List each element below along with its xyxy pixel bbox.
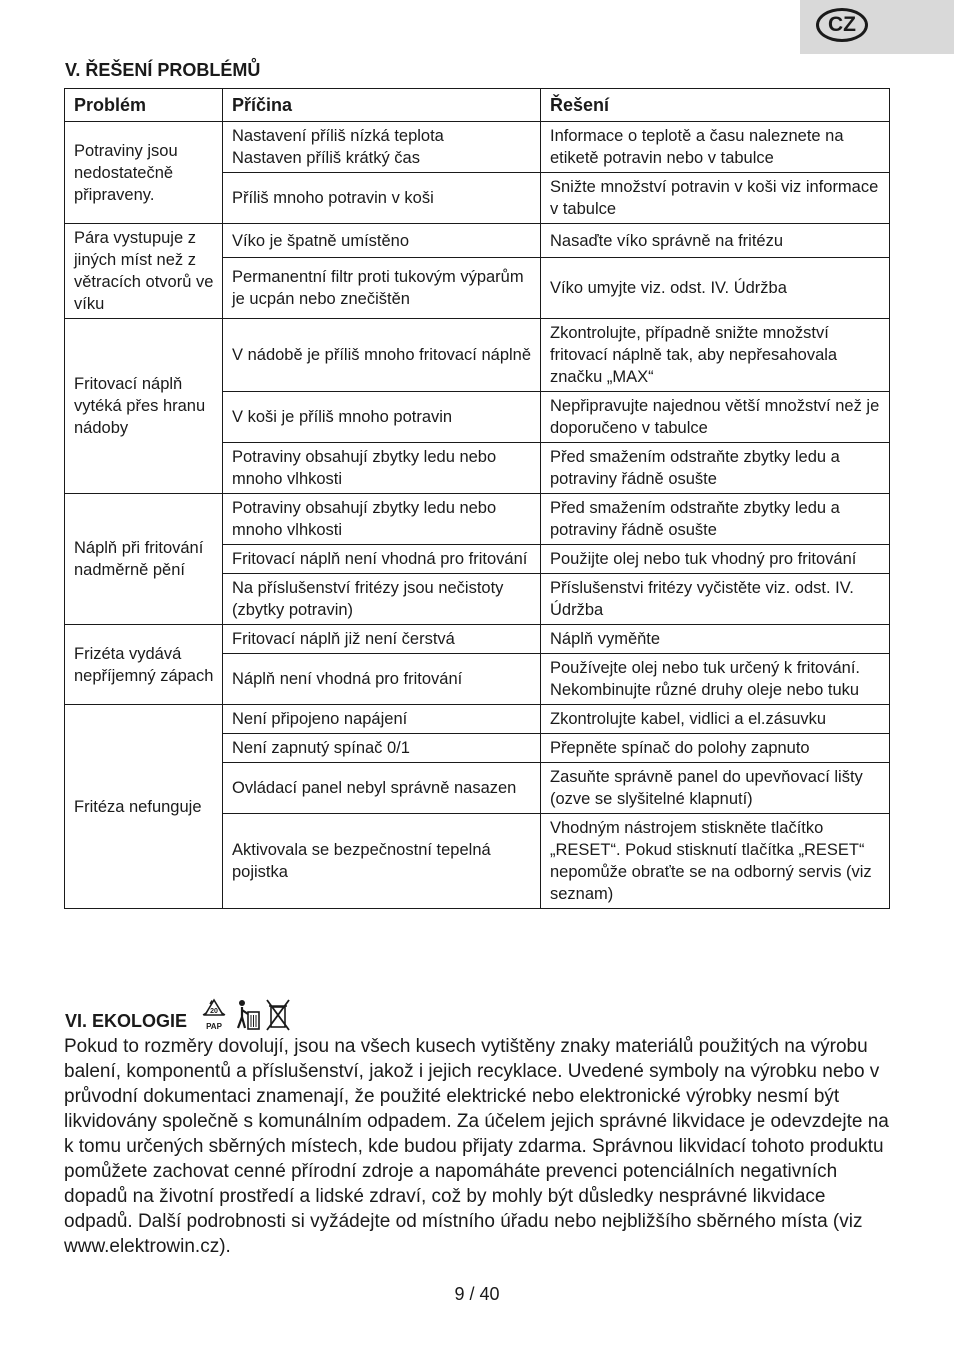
table-row xyxy=(65,494,890,545)
table-row xyxy=(65,319,890,392)
problem-cell: Pára vystupuje z jiných míst než z větracích otvorů ve víku xyxy=(65,224,223,319)
cause-cell: V koši je příliš mnoho potravin xyxy=(223,392,541,443)
solution-cell: Zkontrolujte, případně snižte množství fritovací náplně tak, aby nepřesahovala značku „MAX“ xyxy=(541,319,890,392)
cause-cell: Není zapnutý spínač 0/1 xyxy=(223,734,541,763)
cause-cell: Potraviny obsahují zbytky ledu nebo mnoho vlhkosti xyxy=(223,494,541,545)
cause-cell: Není připojeno napájení xyxy=(223,705,541,734)
cause-cell: Aktivovala se bezpečnostní tepelná pojistka xyxy=(223,814,541,909)
section-title-ecology: VI. EKOLOGIE xyxy=(65,1011,188,1031)
cause-cell: Fritovací náplň již není čerstvá xyxy=(223,625,541,654)
solution-cell: Použijte olej nebo tuk vhodný pro fritování xyxy=(541,545,890,574)
solution-cell: Zkontrolujte kabel, vidlici a el.zásuvku xyxy=(541,705,890,734)
ecology-paragraph: Pokud to rozměry dovolují, jsou na všech kusech vytištěny znaky materiálů použitých na výrobu balení, komponentů a příslušenství, jakož i jejich recyklace. Uvedené symboly na výrobku nebo v průvodní dokumentaci znamenají, že použité elektrické nebo elektronické výrobky nesmí být likvidovány společně s komunálním odpadem. Za účelem jejich správné likvidace je odevzdejte na k tomu určených sběrných místech, kde budou přijaty zdarma. Správnou likvidací tohoto produktu pomůžete zachovat cenné přírodní zdroje a napomáháte prevenci potenciálních negativních dopadů na životní prostředí a lidské zdraví, což by mohly být důsledky nesprávné likvidace odpadů. Další podrobnosti si vyžádejte od místního úřadu nebo nejbližšího sběrného místa (viz www.elektrowin.cz). xyxy=(64,1036,889,1257)
problem-cell: Fritéza nefunguje xyxy=(65,705,223,909)
cause-cell: V nádobě je příliš mnoho fritovací náplně xyxy=(223,319,541,392)
cause-cell: Příliš mnoho potravin v koši xyxy=(223,173,541,224)
cause-cell: Ovládací panel nebyl správně nasazen xyxy=(223,763,541,814)
recycle-code-text: PAP xyxy=(206,1022,222,1031)
cause-cell: Nastavení příliš nízká teplota Nastaven příliš krátký čas xyxy=(223,122,541,173)
page-number: 9 / 40 xyxy=(454,1284,500,1304)
cause-cell: Na příslušenství fritézy jsou nečistoty (zbytky potravin) xyxy=(223,574,541,625)
problem-cell: Frizéta vydává nepříjemný zápach xyxy=(65,625,223,705)
table-body xyxy=(65,122,890,909)
solution-cell: Snižte množství potravin v koši viz informace v tabulce xyxy=(541,173,890,224)
header-solution: Řešení xyxy=(541,89,890,122)
solution-cell: Zasuňte správně panel do upevňovací lišty (ozve se slyšitelné klapnutí) xyxy=(541,763,890,814)
solution-cell: Příslušenstvi fritézy vyčistěte viz. odst. IV. Údržba xyxy=(541,574,890,625)
litter-bin-icon xyxy=(233,998,261,1032)
language-badge: CZ xyxy=(816,8,868,42)
solution-cell: Nepřipravujte najednou větší množství než je doporučeno v tabulce xyxy=(541,392,890,443)
problem-cell: Potraviny jsou nedostatečně připraveny. xyxy=(65,122,223,224)
table-header-row xyxy=(65,89,890,122)
table-row xyxy=(65,122,890,173)
crossed-out-bin-icon xyxy=(265,998,291,1032)
solution-cell: Před smažením odstraňte zbytky ledu a potraviny řádně osušte xyxy=(541,494,890,545)
table-row xyxy=(65,705,890,734)
solution-cell: Náplň vyměňte xyxy=(541,625,890,654)
troubleshooting-table xyxy=(64,88,890,909)
header-cause: Příčina xyxy=(223,89,541,122)
language-tab xyxy=(800,0,954,54)
ecology-heading xyxy=(65,998,291,1032)
problem-cell: Fritovací náplň vytéká přes hranu nádoby xyxy=(65,319,223,494)
solution-cell: Přepněte spínač do polohy zapnuto xyxy=(541,734,890,763)
solution-cell: Informace o teplotě a času naleznete na etiketě potravin nebo v tabulce xyxy=(541,122,890,173)
recycle-number-text: 20 xyxy=(210,1008,218,1015)
section-title-troubleshooting: V. ŘEŠENÍ PROBLÉMŮ xyxy=(65,60,261,80)
solution-cell: Používejte olej nebo tuk určený k fritování. Nekombinujte různé druhy oleje nebo tuku xyxy=(541,654,890,705)
solution-cell: Nasaďte víko správně na fritézu xyxy=(541,224,890,258)
problem-cell: Náplň při fritování nadměrně pění xyxy=(65,494,223,625)
cause-cell: Permanentní filtr proti tukovým výparům je ucpán nebo znečištěn xyxy=(223,258,541,319)
cause-cell: Víko je špatně umístěno xyxy=(223,224,541,258)
solution-cell: Před smažením odstraňte zbytky ledu a potraviny řádně osušte xyxy=(541,443,890,494)
recycling-paper-icon xyxy=(199,998,229,1032)
header-problem: Problém xyxy=(65,89,223,122)
cause-cell: Potraviny obsahují zbytky ledu nebo mnoho vlhkosti xyxy=(223,443,541,494)
solution-cell: Víko umyjte viz. odst. IV. Údržba xyxy=(541,258,890,319)
ecology-icons xyxy=(199,998,291,1032)
solution-cell: Vhodným nástrojem stiskněte tlačítko „RESET“. Pokud stisknutí tlačítka „RESET“ nepomůže obraťte se na odborný servis (viz seznam) xyxy=(541,814,890,909)
table-row xyxy=(65,625,890,654)
cause-cell: Náplň není vhodná pro fritování xyxy=(223,654,541,705)
cause-cell: Fritovací náplň není vhodná pro fritování xyxy=(223,545,541,574)
table-row xyxy=(65,224,890,258)
